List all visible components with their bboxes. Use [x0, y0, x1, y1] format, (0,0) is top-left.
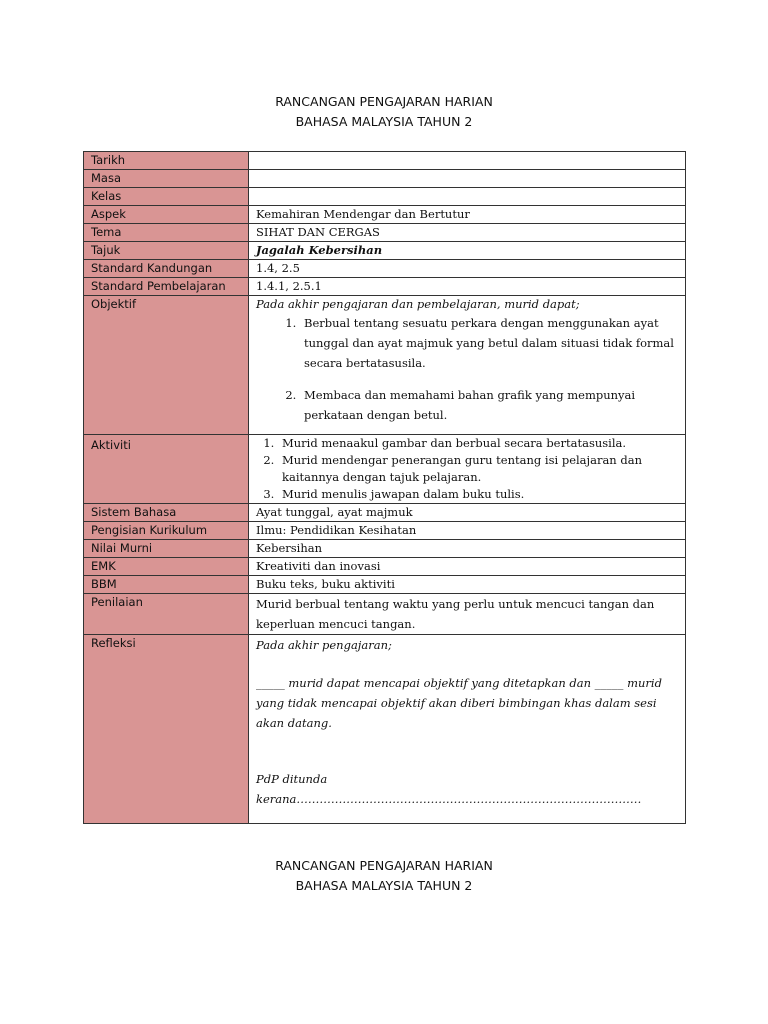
- objektif-item: 1. Berbual tentang sesuatu perkara dengan menggunakan ayat tunggal dan ayat majmuk yang betul dalam situasi tidak formal secara bertatasusila.: [300, 313, 685, 373]
- value-nilai-murni: Kebersihan: [249, 540, 686, 558]
- objektif-item: 2. Membaca dan memahami bahan grafik yang mempunyai perkataan dengan betul.: [300, 385, 685, 425]
- row-sistem-bahasa: [84, 504, 686, 522]
- label-penilaian: Penilaian: [84, 594, 249, 635]
- value-aktiviti: [249, 435, 686, 504]
- value-bbm: Buku teks, buku aktiviti: [249, 576, 686, 594]
- value-objektif: [249, 296, 686, 435]
- title-line-1-repeat: RANCANGAN PENGAJARAN HARIAN: [275, 858, 493, 873]
- label-sistem-bahasa: Sistem Bahasa: [84, 504, 249, 522]
- row-tarikh: [84, 152, 686, 170]
- label-pengisian-kurikulum: Pengisian Kurikulum: [84, 522, 249, 540]
- row-emk: [84, 558, 686, 576]
- value-standard-kandungan: 1.4, 2.5: [249, 260, 686, 278]
- value-kelas: [249, 188, 686, 206]
- value-tajuk: Jagalah Kebersihan: [249, 242, 686, 260]
- row-penilaian: [84, 594, 686, 635]
- label-masa: Masa: [84, 170, 249, 188]
- value-tarikh: [249, 152, 686, 170]
- title-line-1: RANCANGAN PENGAJARAN HARIAN: [275, 94, 493, 109]
- value-pengisian-kurikulum: Ilmu: Pendidikan Kesihatan: [249, 522, 686, 540]
- label-nilai-murni: Nilai Murni: [84, 540, 249, 558]
- label-bbm: BBM: [84, 576, 249, 594]
- label-tajuk: Tajuk: [84, 242, 249, 260]
- row-aspek: [84, 206, 686, 224]
- objektif-list: [256, 313, 685, 425]
- row-tema: [84, 224, 686, 242]
- aktiviti-item: 3. Murid menulis jawapan dalam buku tulis.: [278, 486, 685, 503]
- title-line-2: BAHASA MALAYSIA TAHUN 2: [295, 114, 473, 129]
- row-masa: [84, 170, 686, 188]
- lesson-plan-table: [83, 151, 686, 824]
- label-tema: Tema: [84, 224, 249, 242]
- row-refleksi: [84, 635, 686, 824]
- value-refleksi: [249, 635, 686, 824]
- value-aspek: Kemahiran Mendengar dan Bertutur: [249, 206, 686, 224]
- refleksi-line-1: Pada akhir pengajaran;: [256, 638, 392, 652]
- aktiviti-item: 1. Murid menaakul gambar dan berbual secara bertatasusila.: [278, 435, 685, 452]
- refleksi-line-3: PdP ditunda: [256, 772, 328, 786]
- value-standard-pembelajaran: 1.4.1, 2.5.1: [249, 278, 686, 296]
- label-kelas: Kelas: [84, 188, 249, 206]
- label-aspek: Aspek: [84, 206, 249, 224]
- row-nilai-murni: [84, 540, 686, 558]
- row-standard-pembelajaran: [84, 278, 686, 296]
- row-aktiviti: [84, 435, 686, 504]
- value-tema: SIHAT DAN CERGAS: [249, 224, 686, 242]
- value-emk: Kreativiti dan inovasi: [249, 558, 686, 576]
- row-standard-kandungan: [84, 260, 686, 278]
- aktiviti-item: 2. Murid mendengar penerangan guru tentang isi pelajaran dan kaitannya dengan tajuk pelajaran.: [278, 452, 685, 486]
- label-tarikh: Tarikh: [84, 152, 249, 170]
- title-line-2-repeat: BAHASA MALAYSIA TAHUN 2: [295, 878, 473, 893]
- row-pengisian-kurikulum: [84, 522, 686, 540]
- refleksi-line-4: kerana………………………………………………………………………………: [256, 792, 642, 806]
- refleksi-line-2: _____ murid dapat mencapai objektif yang ditetapkan dan _____ murid yang tidak mencapai objektif akan diberi bimbingan khas dalam sesi akan datang.: [256, 676, 662, 730]
- label-aktiviti: Aktiviti: [84, 435, 249, 504]
- row-tajuk: [84, 242, 686, 260]
- value-masa: [249, 170, 686, 188]
- document-title-repeat: [0, 856, 768, 896]
- row-bbm: [84, 576, 686, 594]
- label-standard-pembelajaran: Standard Pembelajaran: [84, 278, 249, 296]
- aktiviti-list: [256, 435, 685, 503]
- value-sistem-bahasa: Ayat tunggal, ayat majmuk: [249, 504, 686, 522]
- label-refleksi: Refleksi: [84, 635, 249, 824]
- row-objektif: [84, 296, 686, 435]
- label-objektif: Objektif: [84, 296, 249, 435]
- row-kelas: [84, 188, 686, 206]
- label-standard-kandungan: Standard Kandungan: [84, 260, 249, 278]
- label-emk: EMK: [84, 558, 249, 576]
- objektif-intro: Pada akhir pengajaran dan pembelajaran, murid dapat;: [256, 297, 580, 311]
- document-title: [0, 92, 768, 132]
- value-penilaian: Murid berbual tentang waktu yang perlu untuk mencuci tangan dan keperluan mencuci tangan.: [249, 594, 686, 635]
